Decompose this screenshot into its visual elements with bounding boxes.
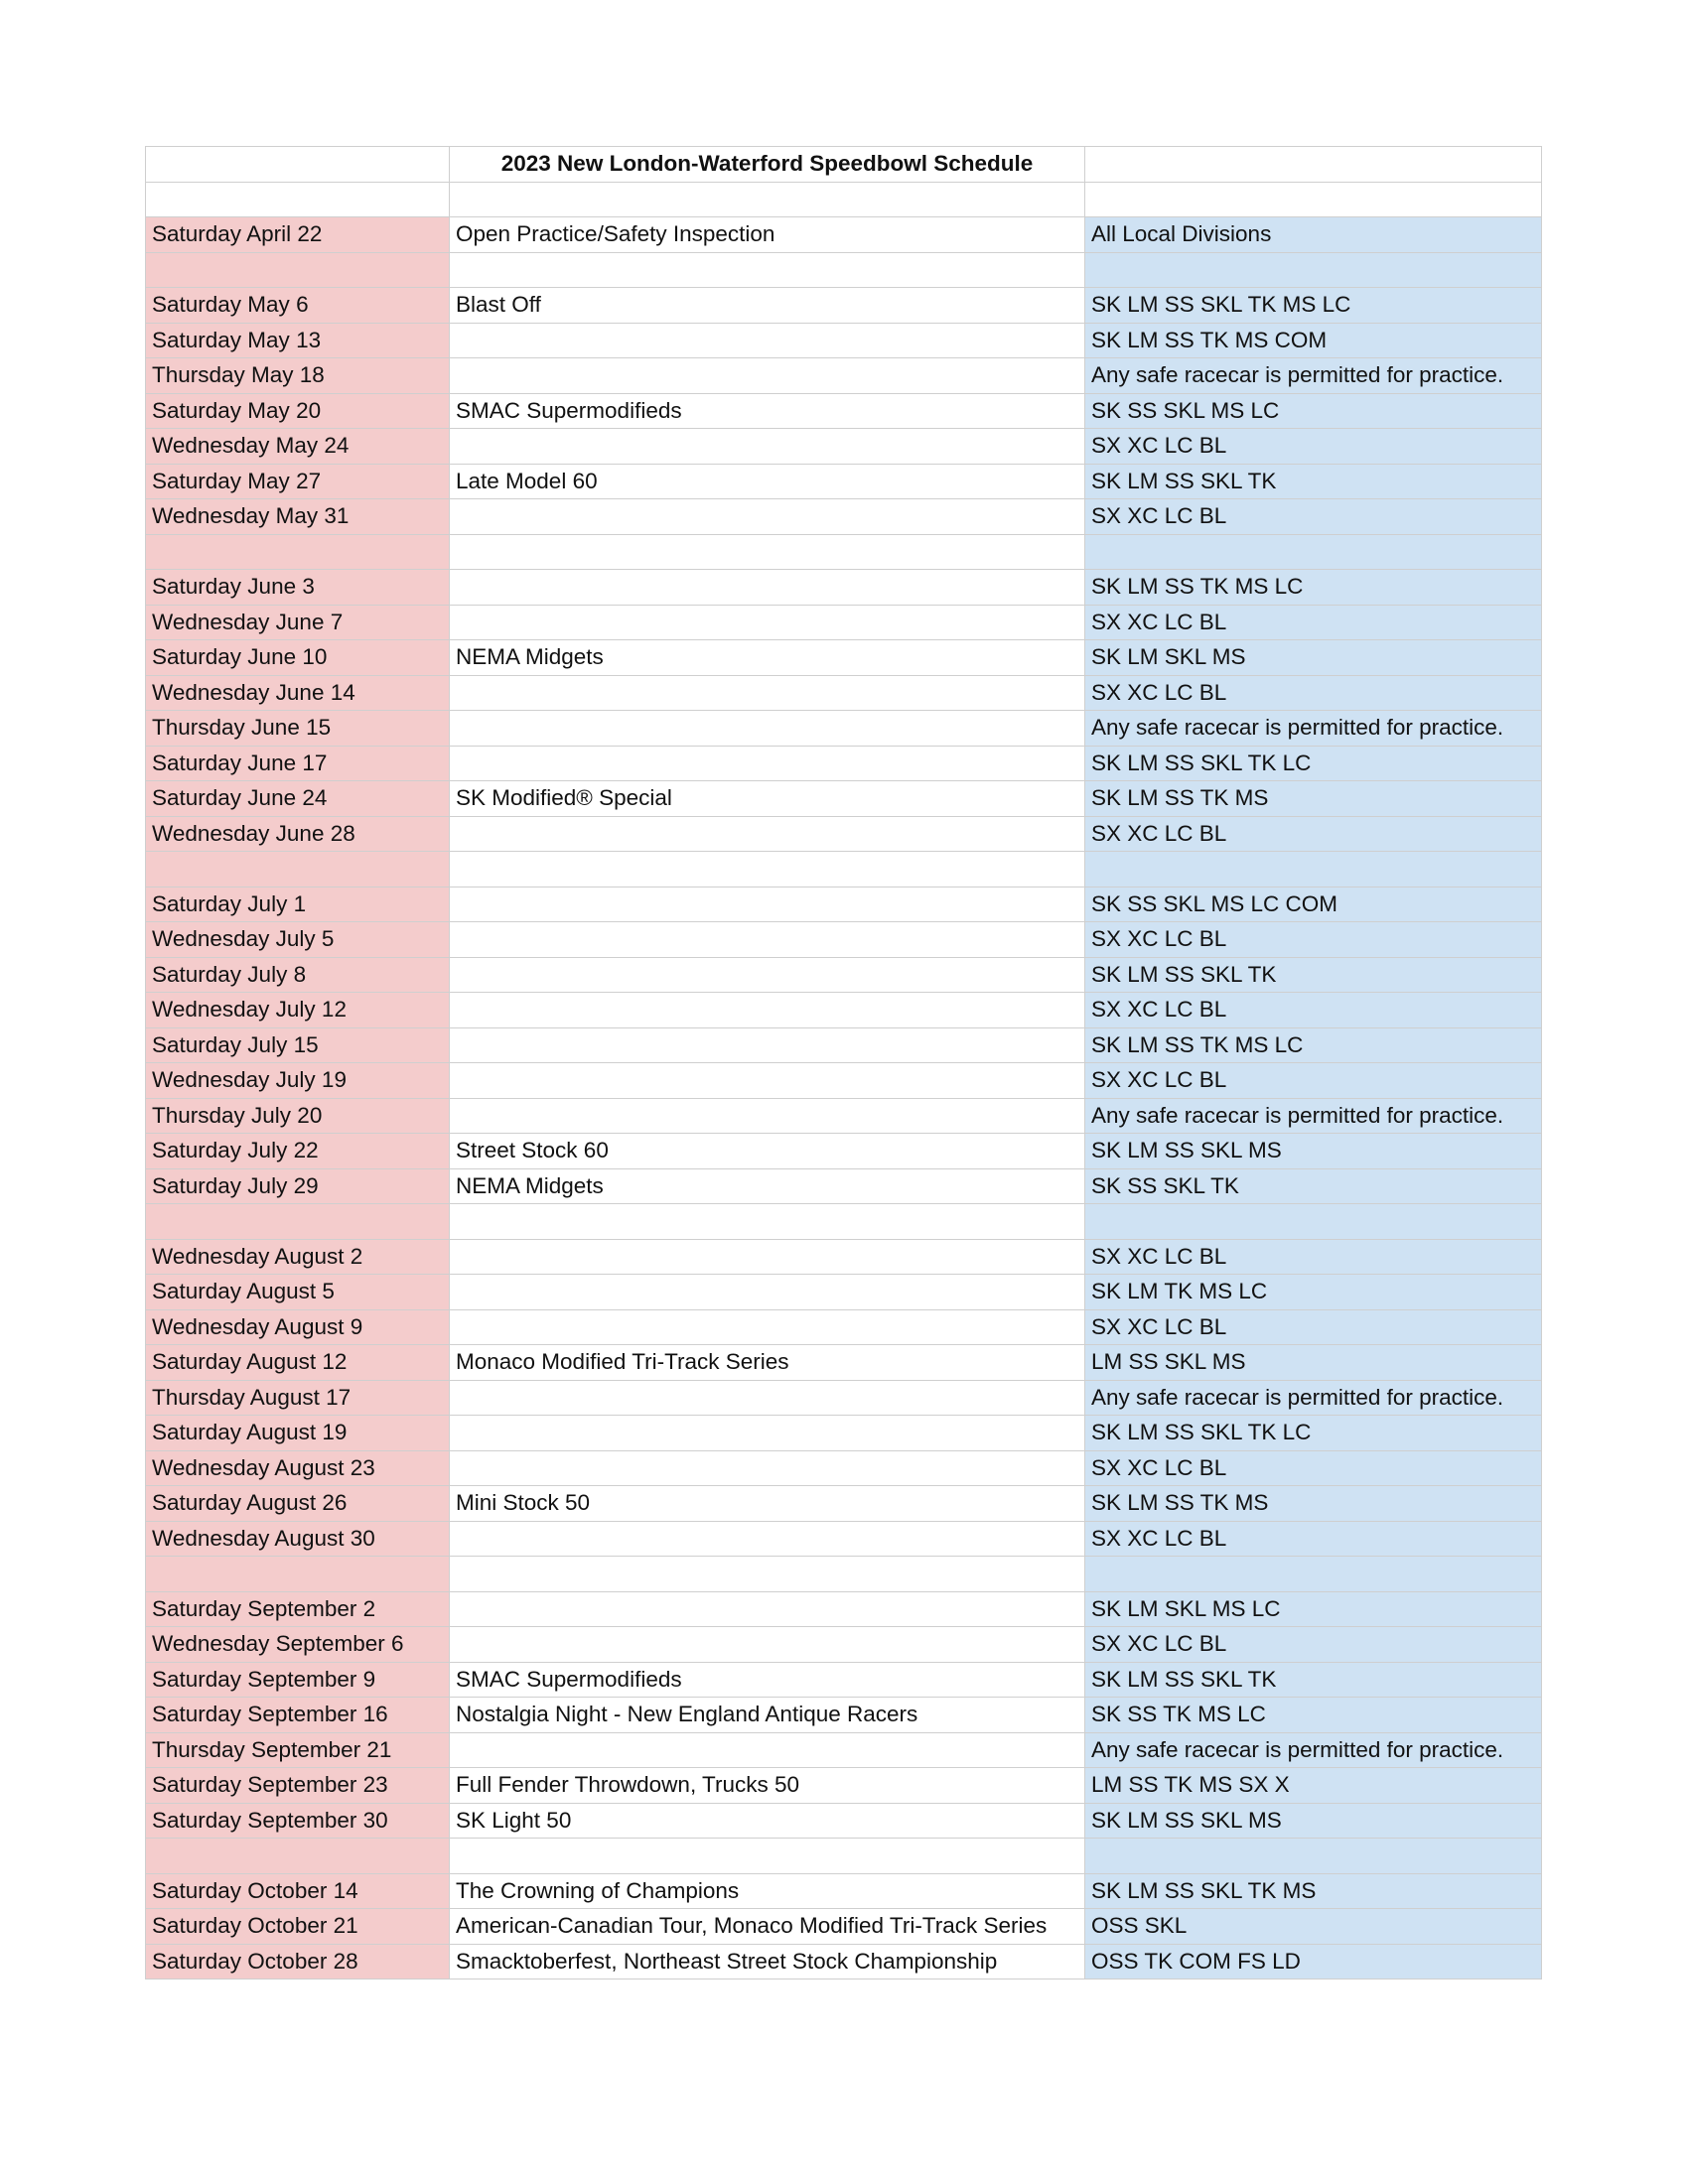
- event-cell: Street Stock 60: [450, 1134, 1085, 1169]
- event-cell: Full Fender Throwdown, Trucks 50: [450, 1768, 1085, 1804]
- divisions-cell: [1085, 534, 1542, 570]
- event-cell: [450, 252, 1085, 288]
- date-cell: Wednesday July 5: [146, 922, 450, 958]
- event-cell: [450, 1204, 1085, 1240]
- divisions-cell: SX XC LC BL: [1085, 1309, 1542, 1345]
- date-cell: Saturday October 14: [146, 1873, 450, 1909]
- blank-row: [146, 182, 1542, 217]
- event-cell: Open Practice/Safety Inspection: [450, 217, 1085, 253]
- date-cell: Saturday July 1: [146, 887, 450, 922]
- divisions-cell: SX XC LC BL: [1085, 1627, 1542, 1663]
- event-cell: [450, 1239, 1085, 1275]
- divisions-cell: Any safe racecar is permitted for practice.: [1085, 1098, 1542, 1134]
- schedule-row: [146, 1557, 1542, 1592]
- blank-cell: [450, 182, 1085, 217]
- date-cell: Wednesday August 23: [146, 1450, 450, 1486]
- divisions-cell: SX XC LC BL: [1085, 499, 1542, 535]
- event-cell: [450, 499, 1085, 535]
- event-cell: [450, 323, 1085, 358]
- date-cell: Saturday August 19: [146, 1416, 450, 1451]
- divisions-cell: SX XC LC BL: [1085, 605, 1542, 640]
- date-cell: Saturday September 2: [146, 1591, 450, 1627]
- schedule-row: [146, 464, 1542, 499]
- divisions-cell: Any safe racecar is permitted for practice.: [1085, 358, 1542, 394]
- divisions-cell: SX XC LC BL: [1085, 1521, 1542, 1557]
- divisions-cell: SX XC LC BL: [1085, 1063, 1542, 1099]
- schedule-row: [146, 358, 1542, 394]
- date-cell: [146, 1557, 450, 1592]
- event-cell: [450, 1450, 1085, 1486]
- event-cell: [450, 1309, 1085, 1345]
- schedule-row: [146, 993, 1542, 1028]
- date-cell: Saturday June 24: [146, 781, 450, 817]
- divisions-cell: SK LM SKL MS LC: [1085, 1591, 1542, 1627]
- schedule-row: [146, 1239, 1542, 1275]
- date-cell: Saturday September 16: [146, 1698, 450, 1733]
- date-cell: Saturday October 28: [146, 1944, 450, 1979]
- event-cell: [450, 1627, 1085, 1663]
- event-cell: [450, 675, 1085, 711]
- divisions-cell: SK LM SS TK MS LC: [1085, 570, 1542, 606]
- blank-cell: [1085, 182, 1542, 217]
- date-cell: [146, 852, 450, 887]
- divisions-cell: SK LM SS TK MS COM: [1085, 323, 1542, 358]
- event-cell: Nostalgia Night - New England Antique Racers: [450, 1698, 1085, 1733]
- date-cell: Saturday August 5: [146, 1275, 450, 1310]
- title-spacer-left: [146, 147, 450, 183]
- schedule-row: [146, 675, 1542, 711]
- schedule-row: [146, 1591, 1542, 1627]
- event-cell: [450, 887, 1085, 922]
- date-cell: Thursday July 20: [146, 1098, 450, 1134]
- schedule-title: 2023 New London-Waterford Speedbowl Schedule: [450, 147, 1085, 183]
- divisions-cell: SK LM SS SKL TK: [1085, 464, 1542, 499]
- schedule-row: [146, 1204, 1542, 1240]
- date-cell: Thursday June 15: [146, 711, 450, 747]
- date-cell: Saturday August 12: [146, 1345, 450, 1381]
- schedule-row: [146, 499, 1542, 535]
- date-cell: Saturday July 8: [146, 957, 450, 993]
- divisions-cell: SK LM SS SKL MS: [1085, 1134, 1542, 1169]
- event-cell: [450, 1063, 1085, 1099]
- schedule-row: [146, 429, 1542, 465]
- divisions-cell: Any safe racecar is permitted for practice.: [1085, 1732, 1542, 1768]
- date-cell: Wednesday May 24: [146, 429, 450, 465]
- date-cell: Wednesday June 28: [146, 816, 450, 852]
- event-cell: [450, 1275, 1085, 1310]
- schedule-row: [146, 252, 1542, 288]
- event-cell: [450, 1732, 1085, 1768]
- schedule-row: [146, 1309, 1542, 1345]
- date-cell: Wednesday June 14: [146, 675, 450, 711]
- event-cell: [450, 605, 1085, 640]
- event-cell: [450, 1521, 1085, 1557]
- schedule-row: [146, 887, 1542, 922]
- divisions-cell: SK LM SS SKL TK LC: [1085, 1416, 1542, 1451]
- date-cell: Thursday May 18: [146, 358, 450, 394]
- schedule-row: [146, 1768, 1542, 1804]
- event-cell: [450, 852, 1085, 887]
- divisions-cell: SK LM SS SKL TK: [1085, 1662, 1542, 1698]
- date-cell: Saturday September 23: [146, 1768, 450, 1804]
- divisions-cell: SK LM SS TK MS: [1085, 1486, 1542, 1522]
- event-cell: [450, 1591, 1085, 1627]
- event-cell: Mini Stock 50: [450, 1486, 1085, 1522]
- divisions-cell: SX XC LC BL: [1085, 429, 1542, 465]
- schedule-row: [146, 217, 1542, 253]
- date-cell: Wednesday June 7: [146, 605, 450, 640]
- schedule-row: [146, 781, 1542, 817]
- event-cell: [450, 1380, 1085, 1416]
- divisions-cell: SK SS SKL MS LC: [1085, 393, 1542, 429]
- schedule-row: [146, 1486, 1542, 1522]
- divisions-cell: All Local Divisions: [1085, 217, 1542, 253]
- divisions-cell: SK SS SKL MS LC COM: [1085, 887, 1542, 922]
- schedule-row: [146, 1944, 1542, 1979]
- date-cell: Saturday May 13: [146, 323, 450, 358]
- date-cell: Saturday July 15: [146, 1027, 450, 1063]
- divisions-cell: LM SS TK MS SX X: [1085, 1768, 1542, 1804]
- schedule-row: [146, 640, 1542, 676]
- date-cell: [146, 534, 450, 570]
- schedule-table: [145, 146, 1542, 1979]
- event-cell: SK Modified® Special: [450, 781, 1085, 817]
- schedule-row: [146, 1168, 1542, 1204]
- divisions-cell: [1085, 1204, 1542, 1240]
- divisions-cell: SK LM TK MS LC: [1085, 1275, 1542, 1310]
- divisions-cell: SK LM SS TK MS LC: [1085, 1027, 1542, 1063]
- event-cell: [450, 746, 1085, 781]
- event-cell: SMAC Supermodifieds: [450, 1662, 1085, 1698]
- schedule-row: [146, 1521, 1542, 1557]
- divisions-cell: SK SS TK MS LC: [1085, 1698, 1542, 1733]
- schedule-row: [146, 1732, 1542, 1768]
- schedule-row: [146, 534, 1542, 570]
- date-cell: Saturday May 27: [146, 464, 450, 499]
- schedule-row: [146, 1027, 1542, 1063]
- schedule-row: [146, 1345, 1542, 1381]
- event-cell: [450, 1098, 1085, 1134]
- divisions-cell: SX XC LC BL: [1085, 1450, 1542, 1486]
- divisions-cell: SX XC LC BL: [1085, 993, 1542, 1028]
- event-cell: [450, 1557, 1085, 1592]
- event-cell: Smacktoberfest, Northeast Street Stock Championship: [450, 1944, 1085, 1979]
- divisions-cell: [1085, 252, 1542, 288]
- title-spacer-right: [1085, 147, 1542, 183]
- event-cell: [450, 1416, 1085, 1451]
- schedule-row: [146, 1873, 1542, 1909]
- event-cell: American-Canadian Tour, Monaco Modified Tri-Track Series: [450, 1909, 1085, 1945]
- schedule-row: [146, 1063, 1542, 1099]
- schedule-row: [146, 393, 1542, 429]
- divisions-cell: SX XC LC BL: [1085, 816, 1542, 852]
- divisions-cell: LM SS SKL MS: [1085, 1345, 1542, 1381]
- date-cell: Saturday May 6: [146, 288, 450, 324]
- date-cell: Saturday June 3: [146, 570, 450, 606]
- divisions-cell: SK LM SKL MS: [1085, 640, 1542, 676]
- event-cell: [450, 957, 1085, 993]
- date-cell: Wednesday August 9: [146, 1309, 450, 1345]
- event-cell: NEMA Midgets: [450, 1168, 1085, 1204]
- schedule-row: [146, 746, 1542, 781]
- event-cell: The Crowning of Champions: [450, 1873, 1085, 1909]
- schedule-row: [146, 711, 1542, 747]
- date-cell: Wednesday July 19: [146, 1063, 450, 1099]
- event-cell: [450, 358, 1085, 394]
- date-cell: [146, 252, 450, 288]
- date-cell: Wednesday August 2: [146, 1239, 450, 1275]
- divisions-cell: OSS TK COM FS LD: [1085, 1944, 1542, 1979]
- event-cell: SMAC Supermodifieds: [450, 393, 1085, 429]
- schedule-row: [146, 323, 1542, 358]
- date-cell: Saturday August 26: [146, 1486, 450, 1522]
- schedule-row: [146, 1416, 1542, 1451]
- date-cell: Saturday July 29: [146, 1168, 450, 1204]
- schedule-row: [146, 816, 1542, 852]
- event-cell: Monaco Modified Tri-Track Series: [450, 1345, 1085, 1381]
- date-cell: Wednesday September 6: [146, 1627, 450, 1663]
- date-cell: Wednesday August 30: [146, 1521, 450, 1557]
- event-cell: [450, 1839, 1085, 1874]
- date-cell: Thursday September 21: [146, 1732, 450, 1768]
- event-cell: [450, 993, 1085, 1028]
- schedule-row: [146, 922, 1542, 958]
- divisions-cell: [1085, 1557, 1542, 1592]
- schedule-row: [146, 1380, 1542, 1416]
- divisions-cell: OSS SKL: [1085, 1909, 1542, 1945]
- schedule-row: [146, 1134, 1542, 1169]
- date-cell: Saturday June 10: [146, 640, 450, 676]
- date-cell: Saturday April 22: [146, 217, 450, 253]
- schedule-row: [146, 1627, 1542, 1663]
- divisions-cell: SK LM SS SKL TK LC: [1085, 746, 1542, 781]
- divisions-cell: SX XC LC BL: [1085, 1239, 1542, 1275]
- date-cell: Saturday July 22: [146, 1134, 450, 1169]
- divisions-cell: Any safe racecar is permitted for practice.: [1085, 1380, 1542, 1416]
- event-cell: [450, 816, 1085, 852]
- divisions-cell: SK SS SKL TK: [1085, 1168, 1542, 1204]
- divisions-cell: SX XC LC BL: [1085, 922, 1542, 958]
- divisions-cell: SK LM SS SKL MS: [1085, 1803, 1542, 1839]
- event-cell: Blast Off: [450, 288, 1085, 324]
- event-cell: SK Light 50: [450, 1803, 1085, 1839]
- date-cell: Saturday October 21: [146, 1909, 450, 1945]
- event-cell: [450, 711, 1085, 747]
- schedule-row: [146, 605, 1542, 640]
- divisions-cell: SK LM SS SKL TK MS: [1085, 1873, 1542, 1909]
- divisions-cell: Any safe racecar is permitted for practice.: [1085, 711, 1542, 747]
- event-cell: [450, 429, 1085, 465]
- schedule-row: [146, 1839, 1542, 1874]
- schedule-row: [146, 1662, 1542, 1698]
- schedule-row: [146, 1909, 1542, 1945]
- event-cell: [450, 922, 1085, 958]
- schedule-row: [146, 1450, 1542, 1486]
- date-cell: [146, 1839, 450, 1874]
- divisions-cell: SX XC LC BL: [1085, 675, 1542, 711]
- event-cell: [450, 1027, 1085, 1063]
- date-cell: Wednesday July 12: [146, 993, 450, 1028]
- date-cell: Saturday September 30: [146, 1803, 450, 1839]
- date-cell: Thursday August 17: [146, 1380, 450, 1416]
- date-cell: Saturday September 9: [146, 1662, 450, 1698]
- schedule-row: [146, 1098, 1542, 1134]
- date-cell: Saturday June 17: [146, 746, 450, 781]
- date-cell: [146, 1204, 450, 1240]
- schedule-row: [146, 852, 1542, 887]
- date-cell: Wednesday May 31: [146, 499, 450, 535]
- schedule-row: [146, 957, 1542, 993]
- event-cell: [450, 570, 1085, 606]
- date-cell: Saturday May 20: [146, 393, 450, 429]
- title-row: [146, 147, 1542, 183]
- divisions-cell: [1085, 852, 1542, 887]
- event-cell: Late Model 60: [450, 464, 1085, 499]
- schedule-row: [146, 570, 1542, 606]
- divisions-cell: SK LM SS SKL TK MS LC: [1085, 288, 1542, 324]
- schedule-row: [146, 288, 1542, 324]
- blank-cell: [146, 182, 450, 217]
- event-cell: NEMA Midgets: [450, 640, 1085, 676]
- event-cell: [450, 534, 1085, 570]
- schedule-row: [146, 1698, 1542, 1733]
- divisions-cell: SK LM SS TK MS: [1085, 781, 1542, 817]
- schedule-row: [146, 1275, 1542, 1310]
- divisions-cell: [1085, 1839, 1542, 1874]
- divisions-cell: SK LM SS SKL TK: [1085, 957, 1542, 993]
- schedule-row: [146, 1803, 1542, 1839]
